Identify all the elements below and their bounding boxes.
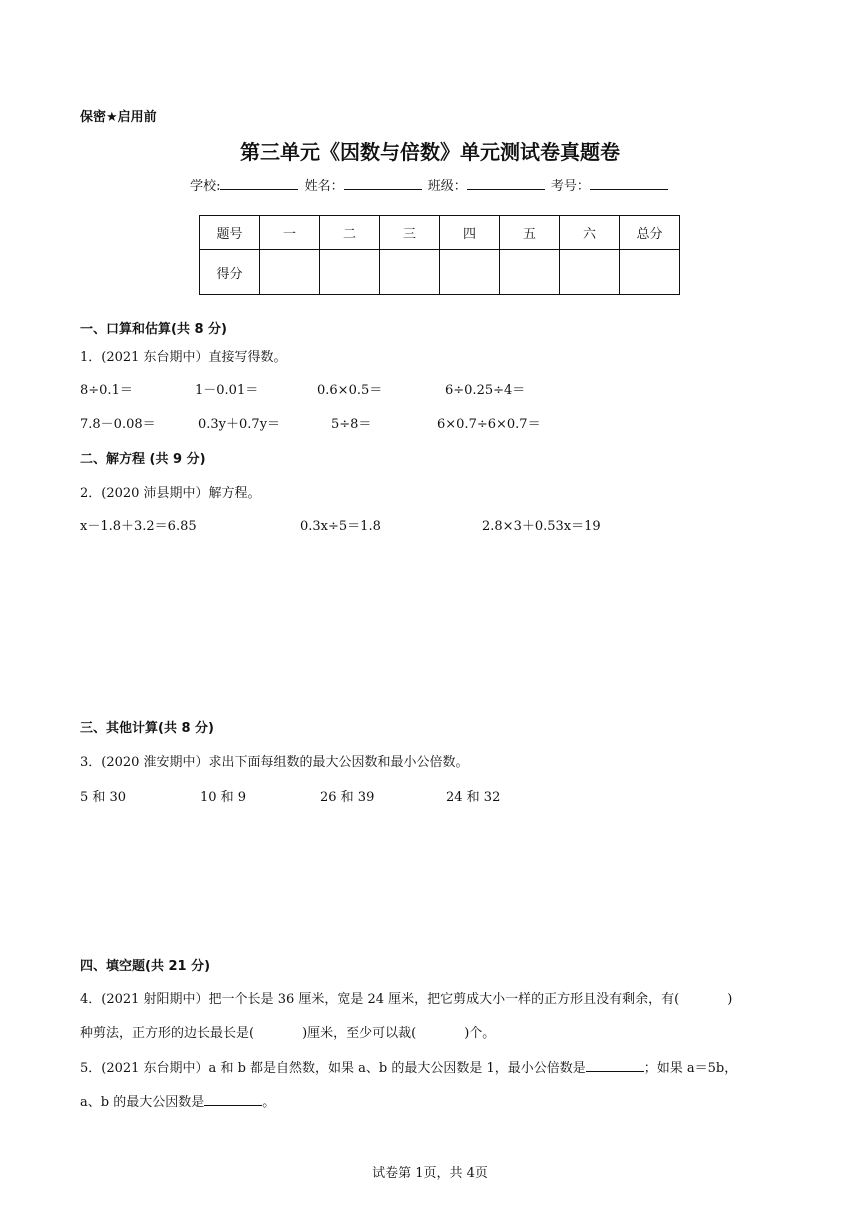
score-cell[interactable] <box>440 250 500 295</box>
name-label: 姓名： <box>304 179 344 194</box>
question-5-line-1 <box>80 1057 737 1076</box>
equation-2b: 0.3x÷5＝1.8 <box>300 519 381 534</box>
equation-2a: x－1.8＋3.2＝6.85 <box>80 519 197 534</box>
problem-1f: 0.3y＋0.7y＝ <box>198 417 281 432</box>
question-4-line-2 <box>80 1022 495 1041</box>
score-table-header-cell: 五 <box>500 216 560 250</box>
question-5-line-2 <box>80 1091 275 1110</box>
name-blank[interactable] <box>344 177 422 190</box>
problem-1c: 0.6×0.5＝ <box>317 383 383 398</box>
question-1-prompt: 1．(2021 东台期中）直接写得数。 <box>80 350 287 365</box>
question-4-text-b: ) <box>727 992 733 1007</box>
problem-1e: 7.8－0.08＝ <box>80 417 156 432</box>
question-4-line-1 <box>80 988 732 1007</box>
question-4-text-c: 种剪法，正方形的边长最长是( <box>80 1026 255 1041</box>
score-cell[interactable] <box>500 250 560 295</box>
score-cell[interactable] <box>560 250 620 295</box>
score-row-label: 得分 <box>200 250 260 295</box>
number-pair-c: 26 和 39 <box>320 790 375 805</box>
question-4-text-a: 4．(2021 射阳期中）把一个长是 36 厘米，宽是 24 厘米，把它剪成大小一样的正方形且没有剩余，有( <box>80 992 680 1007</box>
section-2-heading: 二、解方程 (共 9 分) <box>80 452 206 467</box>
score-table-score-row <box>200 250 680 295</box>
score-cell[interactable] <box>320 250 380 295</box>
score-table-header-cell: 总分 <box>620 216 680 250</box>
score-table-header-cell: 四 <box>440 216 500 250</box>
question-4-text-d: )厘米，至少可以裁( <box>302 1026 417 1041</box>
section-4-heading: 四、填空题(共 21 分) <box>80 959 211 974</box>
number-pair-b: 10 和 9 <box>200 790 247 805</box>
score-table-header-cell: 一 <box>260 216 320 250</box>
section-1-heading: 一、口算和估算(共 8 分) <box>80 322 227 337</box>
class-label: 班级： <box>427 179 467 194</box>
score-table-header-row <box>200 216 680 250</box>
score-table-header-cell: 题号 <box>200 216 260 250</box>
problem-1h: 6×0.7÷6×0.7＝ <box>437 417 541 432</box>
score-table-header-cell: 二 <box>320 216 380 250</box>
student-info-line <box>0 175 860 194</box>
score-table <box>199 215 680 295</box>
answer-blank[interactable] <box>204 1093 262 1106</box>
answer-blank[interactable] <box>586 1059 644 1072</box>
question-5-text-c: a、b 的最大公因数是 <box>80 1095 205 1110</box>
question-5-text-d: 。 <box>262 1095 276 1110</box>
confidential-label: 保密★启用前 <box>80 110 157 125</box>
question-3-prompt: 3．(2020 淮安期中）求出下面每组数的最大公因数和最小公倍数。 <box>80 755 469 770</box>
problem-1d: 6÷0.25÷4＝ <box>445 383 526 398</box>
page-title: 第三单元《因数与倍数》单元测试卷真题卷 <box>240 140 620 164</box>
question-2-prompt: 2．(2020 沛县期中）解方程。 <box>80 486 261 501</box>
score-cell[interactable] <box>260 250 320 295</box>
number-pair-a: 5 和 30 <box>80 790 127 805</box>
page-footer: 试卷第 1页，共 4页 <box>372 1166 488 1181</box>
exam-number-blank[interactable] <box>590 177 668 190</box>
school-blank[interactable] <box>220 177 298 190</box>
problem-1a: 8÷0.1＝ <box>80 383 133 398</box>
problem-1g: 5÷8＝ <box>331 417 372 432</box>
problem-1b: 1－0.01＝ <box>195 383 259 398</box>
score-table-header-cell: 六 <box>560 216 620 250</box>
number-pair-d: 24 和 32 <box>446 790 501 805</box>
equation-2c: 2.8×3＋0.53x＝19 <box>482 519 601 534</box>
question-4-text-e: )个。 <box>464 1026 496 1041</box>
score-cell[interactable] <box>380 250 440 295</box>
question-5-text-a: 5．(2021 东台期中）a 和 b 都是自然数，如果 a、b 的最大公因数是 1，最小公倍数是 <box>80 1061 586 1076</box>
score-table-header-cell: 三 <box>380 216 440 250</box>
exam-number-label: 考号： <box>550 179 590 194</box>
question-5-text-b: ；如果 a＝5b， <box>643 1061 738 1076</box>
class-blank[interactable] <box>467 177 545 190</box>
section-3-heading: 三、其他计算(共 8 分) <box>80 721 214 736</box>
school-label: 学校: <box>190 179 221 194</box>
score-cell[interactable] <box>620 250 680 295</box>
